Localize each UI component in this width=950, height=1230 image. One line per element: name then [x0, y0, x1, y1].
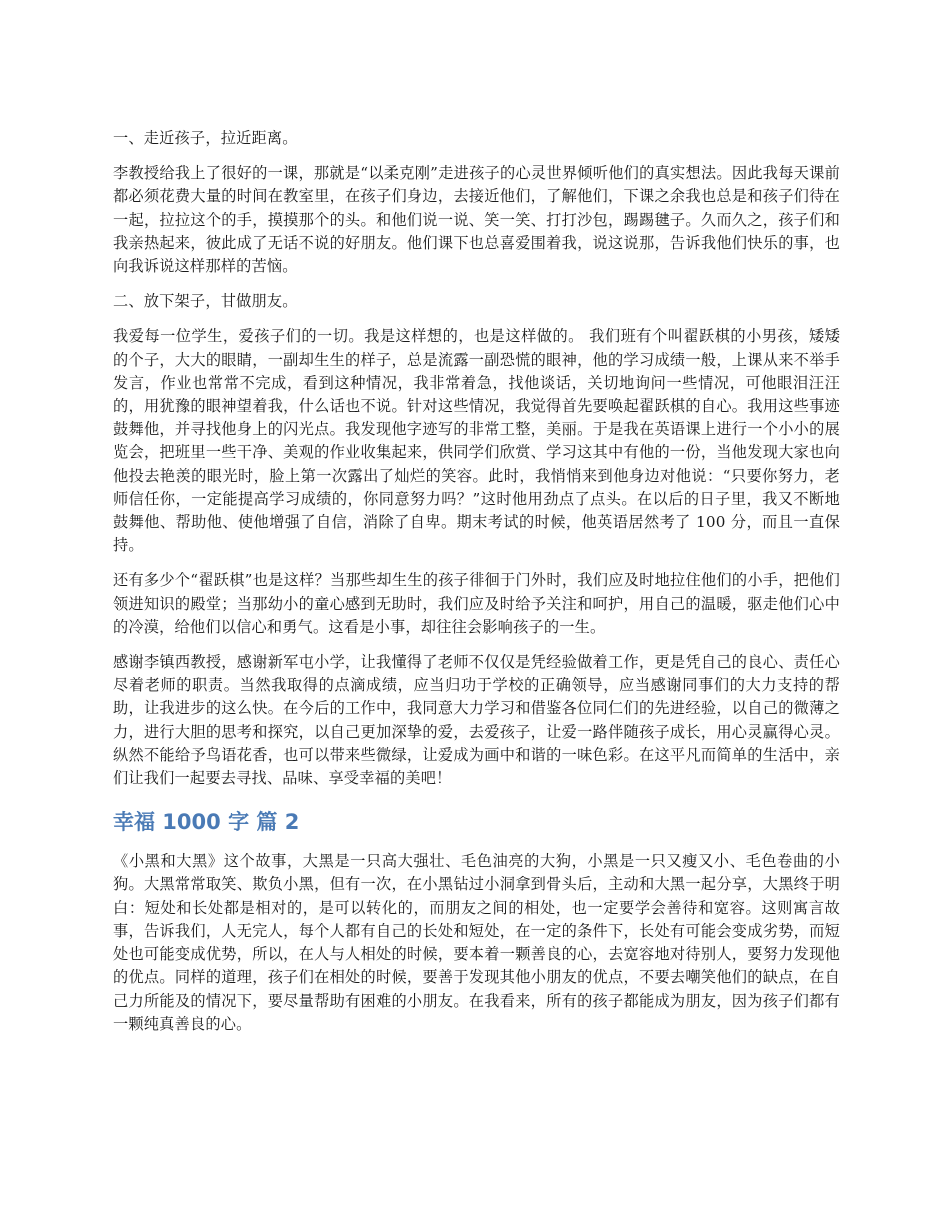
section-1-heading: 一、走近孩子，拉近距离。 — [113, 129, 298, 147]
article-2-paragraph: 《小黑和大黑》这个故事，大黑是一只高大强壮、毛色油亮的大狗，小黑是一只又瘦又小、毛色卷曲的小狗。大黑常常取笑、欺负小黑，但有一次，在小黑钻过小洞拿到骨头后，主动和大黑一起分享，大黑终于明白：短处和长处都是相对的，是可以转化的，而朋友之间的相处，也一定要学会善待和宽容。这则寓言故事，告诉我们，人无完人，每个人都有自己的长处和短处，在一定的条件下，长处有可能会变成劣势，而短处也可能变成优势，所以，在人与人相处的时候，要本着一颗善良的心，去宽容地对待别人，要努力发现他的优点。同样的道理，孩子们在相处的时候，要善于发现其他小朋友的优点，不要去嘲笑他们的缺点，在自己力所能及的情况下，要尽量帮助有困难的小朋友。在我看来，所有的孩子都能成为朋友，因为孩子们都有一颗纯真善良的心。 — [113, 852, 840, 1033]
section-1-paragraph: 李教授给我上了很好的一课，那就是“以柔克刚”走进孩子的心灵世界倾听他们的真实想法。因此我每天课前都必须花费大量的时间在教室里，在孩子们身边，去接近他们，了解他们，下课之余我也总是和孩子们待在一起，拉拉这个的手，摸摸那个的头。和他们说一说、笑一笑、打打沙包，踢踢毽子。久而久之，孩子们和我亲热起来，彼此成了无话不说的好朋友。他们课下也总喜爱围着我，说这说那，告诉我他们快乐的事，也向我诉说这样那样的苦恼。 — [113, 164, 840, 276]
section-2-heading: 二、放下架子，甘做朋友。 — [113, 292, 298, 311]
section-4-paragraph: 感谢李镇西教授，感谢新军屯小学，让我懂得了老师不仅仅是凭经验做着工作，更是凭自己的良心、责任心尽着老师的职责。当然我取得的点滴成绩，应当归功于学校的正确领导，应当感谢同事们的大力支持的帮助，让我进步的这么快。在今后的工作中，我同意大力学习和借鉴各位同仁们的先进经验，以自己的微薄之力，进行大胆的思考和探究，以自己更加深挚的爱，去爱孩子，让爱一路伴随孩子成长，用心灵赢得心灵。纵然不能给予鸟语花香，也可以带来些微绿，让爱成为画中和谐的一味色彩。在这平凡而简单的生活中，亲们让我们一起要去寻找、品味、享受幸福的美吧！ — [113, 653, 840, 788]
document-page — [113, 127, 840, 1048]
article-2-title: 幸福 1000 字 篇 2 — [113, 810, 300, 835]
section-2-paragraph: 我爱每一位学生，爱孩子们的一切。我是这样想的，也是这样做的。 我们班有个叫翟跃棋的小男孩，矮矮的个子，大大的眼睛，一副却生生的样子，总是流露一副恐慌的眼神，他的学习成绩一般，上课从来不举手发言，作业也常常不完成，看到这种情况，我非常着急，找他谈话，关切地询问一些情况，可他眼泪汪汪的，用犹豫的眼神望着我，什么话也不说。针对这些情况，我觉得首先要唤起翟跃棋的自心。我用这些事迹鼓舞他，并寻找他身上的闪光点。我发现他字迹写的非常工整，美丽。于是我在英语课上进行一个小小的展览会，把班里一些干净、美观的作业收集起来，供同学们欣赏、学习这其中有他的一份，当他发现大家也向他投去艳羡的眼光时，脸上第一次露出了灿烂的笑容。此时，我悄悄来到他身边对他说：“只要你努力，老师信任你，一定能提高学习成绩的，你同意努力吗？”这时他用劲点了点头。在以后的日子里，我又不断地鼓舞他、帮助他、使他增强了自信，消除了自卑。期末考试的时候，他英语居然考了 100 分，而且一直保持。 — [113, 327, 840, 555]
section-3-paragraph: 还有多少个“翟跃棋”也是这样？当那些却生生的孩子徘徊于门外时，我们应及时地拉住他们的小手，把他们领进知识的殿堂；当那幼小的童心感到无助时，我们应及时给予关注和呵护，用自己的温暖，驱走他们心中的冷漠，给他们以信心和勇气。这看是小事，却往往会影响孩子的一生。 — [113, 571, 840, 636]
